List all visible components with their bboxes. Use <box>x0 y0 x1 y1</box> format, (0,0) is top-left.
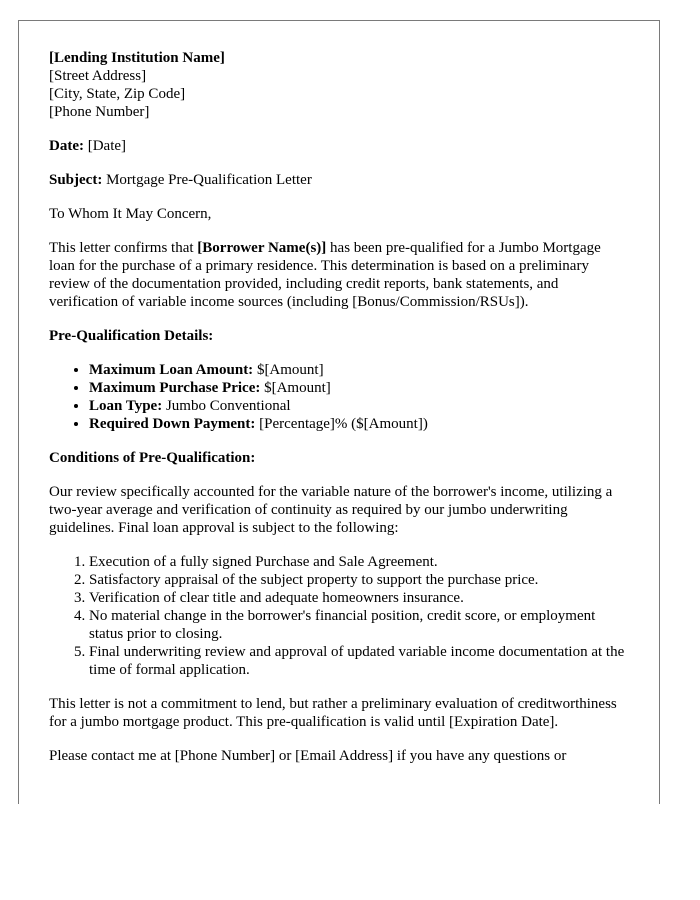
detail-value: $[Amount] <box>256 362 324 378</box>
intro-paragraph <box>49 239 629 311</box>
letter-page <box>18 20 660 804</box>
detail-label: Maximum Purchase Price: <box>89 380 261 396</box>
detail-value: [Percentage]% ($[Amount]) <box>259 416 428 432</box>
details-heading: Pre-Qualification Details: <box>49 328 214 344</box>
subject-label: Subject: <box>49 172 103 188</box>
conditions-intro: Our review specifically accounted for the variable nature of the borrower's income, utilizing a two-year average and verification of continuity as required by our jumbo underwriting guidelines. Final loan approval is subject to the following: <box>49 484 613 536</box>
subject-line <box>49 171 629 189</box>
phone-number: [Phone Number] <box>49 104 150 120</box>
letter-content <box>19 21 659 765</box>
disclaimer-paragraph: This letter is not a commitment to lend, but rather a preliminary evaluation of creditworthiness for a jumbo mortgage product. This pre-qualification is valid until [Expiration Date]. <box>49 696 617 730</box>
detail-value: $[Amount] <box>264 380 331 396</box>
intro-after: has been pre-qualified for a Jumbo Mortgage loan for the purchase of a primary residence. This determination is based on a preliminary review of the documentation provided, including credit reports, bank statements, and verification of variable income sources (including [Bonus/Commission/RSUs]). <box>49 240 601 310</box>
street-address: [Street Address] <box>49 68 147 84</box>
condition-item: 3. Verification of clear title and adequate homeowners insurance. <box>89 589 629 607</box>
date-value: [Date] <box>87 138 127 154</box>
borrower-name: [Borrower Name(s)] <box>197 240 327 256</box>
detail-item <box>89 397 629 415</box>
intro-before: This letter confirms that <box>49 240 198 256</box>
conditions-heading: Conditions of Pre-Qualification: <box>49 450 256 466</box>
details-list <box>49 361 629 433</box>
closing-paragraph: Please contact me at [Phone Number] or [Email Address] if you have any questions or <box>49 748 567 764</box>
detail-item <box>89 415 629 433</box>
detail-item <box>89 361 629 379</box>
detail-label: Loan Type: <box>89 398 163 414</box>
detail-label: Required Down Payment: <box>89 416 256 432</box>
condition-item: 5. Final underwriting review and approval of updated variable income documentation at the time of formal application. <box>89 643 629 679</box>
letterhead <box>49 49 629 121</box>
detail-label: Maximum Loan Amount: <box>89 362 254 378</box>
salutation: To Whom It May Concern, <box>49 206 212 222</box>
condition-item: 2. Satisfactory appraisal of the subject property to support the purchase price. <box>89 571 629 589</box>
detail-item <box>89 379 629 397</box>
detail-value: Jumbo Conventional <box>165 398 291 414</box>
date-line <box>49 137 629 155</box>
condition-item: 1. Execution of a fully signed Purchase and Sale Agreement. <box>89 553 629 571</box>
city-state-zip: [City, State, Zip Code] <box>49 86 186 102</box>
conditions-list <box>49 553 629 679</box>
institution-name: [Lending Institution Name] <box>49 50 225 66</box>
date-label: Date: <box>49 138 84 154</box>
condition-item: 4. No material change in the borrower's financial position, credit score, or employment status prior to closing. <box>89 607 629 643</box>
subject-value: Mortgage Pre-Qualification Letter <box>106 172 312 188</box>
